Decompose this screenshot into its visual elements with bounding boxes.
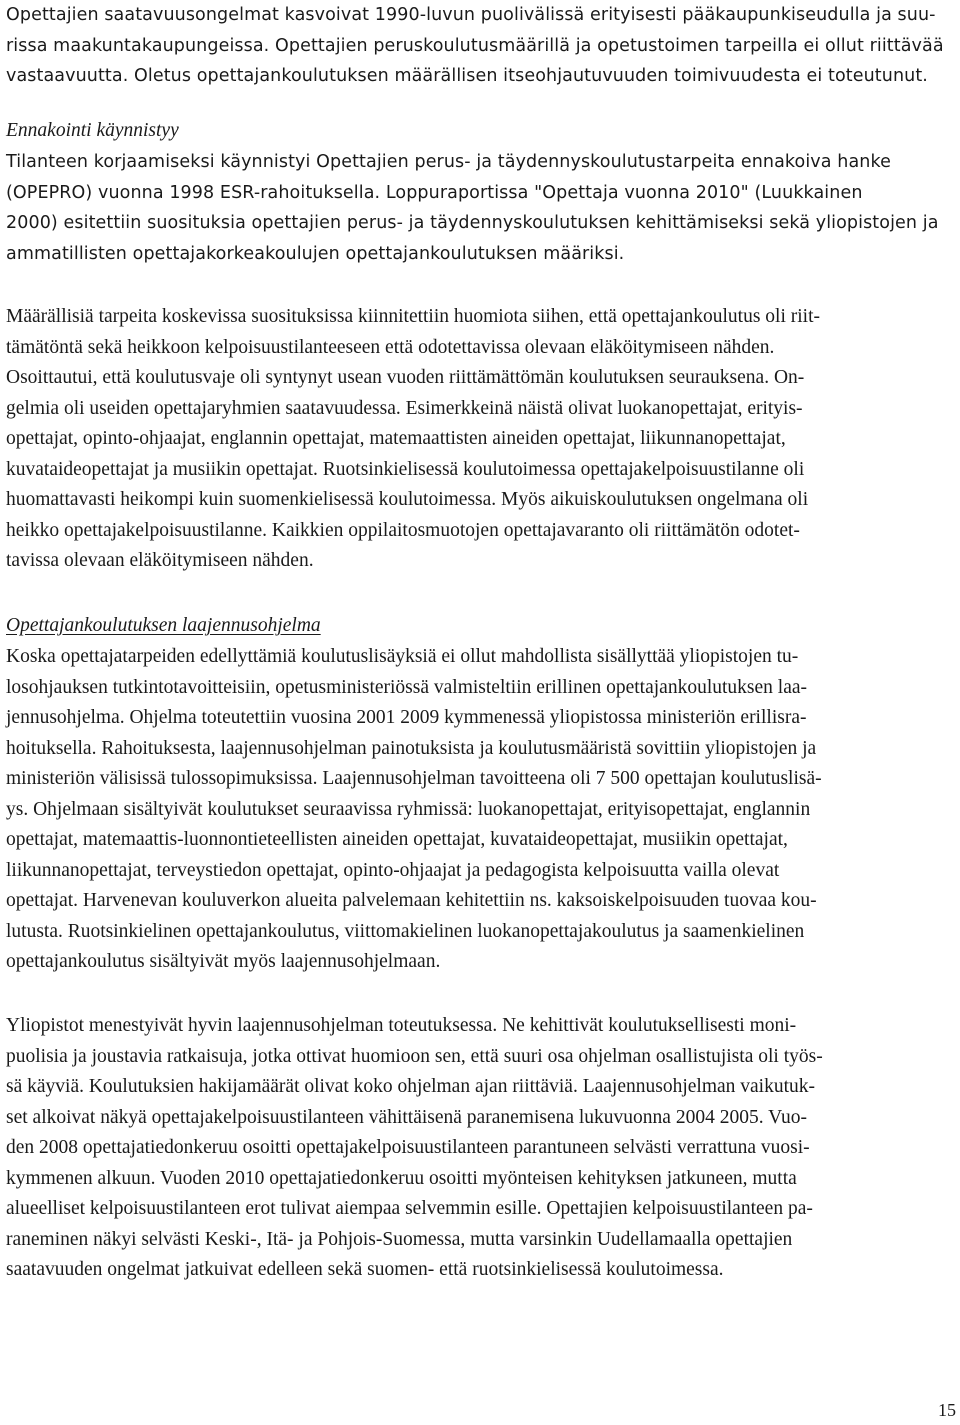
page-number: 15	[938, 1400, 956, 1420]
paragraph-yliopistot	[6, 1011, 954, 1286]
text-line: ys. Ohjelmaan sisältyivät koulutukset seuraavissa ryhmissä: luokanopettajat, erityisopettajat, englannin	[6, 798, 811, 820]
text-line: huomattavasti heikompi kuin suomenkielisessä koulutoimessa. Myös aikuiskoulutuksen ongelmana oli	[6, 489, 809, 510]
text-line: heikko opettajakelpoisuustilanne. Kaikkien oppilaitosmuotojen opettajavaranto oli riittämätön odotet-	[6, 519, 800, 541]
text-line: sä käyviä. Koulutuksien hakijamäärät olivat koko ohjelman ajan riittäviä. Laajennusohjelman vaikutuk-	[6, 1076, 816, 1097]
text-line: ammatillisten opettajakorkeakoulujen opettajankoulutuksen määriksi.	[6, 243, 625, 264]
paragraph-maaralliset-tarpeet	[6, 302, 954, 577]
text-line: lutusta. Ruotsinkielinen opettajankoulutus, viittomakielinen luokanopettajakoulutus ja saamenkielinen	[6, 920, 805, 942]
text-line: kymmenen alkuun. Vuoden 2010 opettajatiedonkeruu osoitti myönteisen kehityksen jatkuneen, mutta	[6, 1167, 797, 1189]
heading-laajennusohjelma: Opettajankoulutuksen laajennusohjelma	[6, 615, 321, 636]
text-line: losohjauksen tutkintotavoitteisiin, opetusministeriössä valmisteltiin erillinen opettajankoulutuksen laa-	[6, 676, 807, 698]
text-line: 2000) esitettiin suosituksia opettajien perus- ja täydennyskoulutuksen kehittämiseksi sekä yliopistojen ja	[6, 213, 939, 233]
text-line: Opettajien saatavuusongelmat kasvoivat 1990-luvun puolivälissä erityisesti pääkaupunkiseudulla ja suu-	[6, 5, 936, 25]
text-line: vastaavuutta. Oletus opettajankoulutuksen määrällisen itseohjautuvuuden toimivuudesta ei toteutunut.	[6, 66, 928, 86]
text-line: opettajat. Harvenevan kouluverkon alueita palvelemaan kehitettiin ns. kaksoiskelpoisuuden tuovaa kou-	[6, 890, 817, 911]
text-line: Määrällisiä tarpeita koskevissa suosituksissa kiinnitettiin huomiota siihen, että opettajankoulutus oli riit-	[6, 306, 820, 327]
text-line: liikunnanopettajat, terveystiedon opettajat, opinto-ohjaajat ja pedagogista kelpoisuutta vailla olevat	[6, 859, 780, 881]
text-line: Koska opettajatarpeiden edellyttämiä koulutuslisäyksiä ei ollut mahdollista sisällyttää yliopistojen tu-	[6, 646, 799, 667]
text-line: tämätöntä sekä heikkoon kelpoisuustilanteeseen että odotettavissa olevaan eläköitymiseen nähden.	[6, 336, 775, 358]
text-line: (OPEPRO) vuonna 1998 ESR-rahoituksella. Loppuraportissa "Opettaja vuonna 2010" (Luukkainen	[6, 182, 863, 203]
text-line: hoituksella. Rahoituksesta, laajennusohjelman painotuksista ja koulutusmääristä sovittiin yliopistojen ja	[6, 737, 817, 759]
text-line: rissa maakuntakaupungeissa. Opettajien peruskoulutusmäärillä ja opetustoimen tarpeilla ei ollut riittävää	[6, 35, 944, 56]
paragraph-opepro	[6, 147, 954, 269]
text-line: jennusohjelma. Ohjelma toteutettiin vuosina 2001 2009 kymmenessä yliopistossa ministeriön erillisra-	[6, 707, 807, 728]
text-line: Osoittautui, että koulutusvaje oli syntynyt usean vuoden riittämättömän koulutuksen seurauksena. On-	[6, 367, 805, 388]
section-heading-ennakointi	[6, 116, 954, 147]
section-heading-laajennusohjelma	[6, 611, 954, 642]
heading-ennakointi: Ennakointi käynnistyy	[6, 120, 179, 141]
text-line: puolisia ja joustavia ratkaisuja, jotka ottivat huomioon sen, että suuri osa ohjelman osallistujista oli työs-	[6, 1045, 823, 1067]
text-line: saatavuuden ongelmat jatkuivat edelleen sekä suomen- että ruotsinkielisessä koulutoimessa.	[6, 1259, 724, 1280]
text-line: alueelliset kelpoisuustilanteen erot tulivat aiempaa selvemmin esille. Opettajien kelpoisuustilanteen pa-	[6, 1198, 813, 1219]
text-line: ministeriön välisissä tulossopimuksissa. Laajennusohjelman tavoitteena oli 7 500 opettajan koulutuslisä-	[6, 768, 822, 789]
text-line: gelmia oli useiden opettajaryhmien saatavuudessa. Esimerkkeinä näistä olivat luokanopettajat, erityis-	[6, 397, 803, 419]
paragraph-laajennusohjelma	[6, 642, 954, 978]
text-line: opettajat, opinto-ohjaajat, englannin opettajat, matemaattisten aineiden opettajat, liikunnanopettajat,	[6, 428, 786, 449]
text-line: kuvataideopettajat ja musiikin opettajat. Ruotsinkielisessä koulutoimessa opettajakelpoisuustilanne oli	[6, 458, 805, 480]
text-line: opettajankoulutus sisältyivät myös laajennusohjelmaan.	[6, 951, 441, 972]
text-line: Tilanteen korjaamiseksi käynnistyi Opettajien perus- ja täydennyskoulutustarpeita ennakoiva hanke	[6, 152, 891, 172]
intro-paragraph	[6, 0, 954, 92]
text-line: raneminen näkyi selvästi Keski-, Itä- ja Pohjois-Suomessa, mutta varsinkin Uudellamaalla opettajien	[6, 1228, 793, 1250]
text-line: set alkoivat näkyä opettajakelpoisuustilanteen vähittäisenä paranemisena lukuvuonna 2004 2005. Vuo-	[6, 1106, 808, 1128]
text-line: tavissa olevaan eläköitymiseen nähden.	[6, 550, 314, 571]
text-line: Yliopistot menestyivät hyvin laajennusohjelman toteutuksessa. Ne kehittivät koulutuksellisesti moni-	[6, 1015, 797, 1036]
text-line: den 2008 opettajatiedonkeruu osoitti opettajakelpoisuustilanteen parantuneen selvästi verrattuna vuosi-	[6, 1137, 810, 1158]
text-line: opettajat, matemaattis-luonnontieteellisten aineiden opettajat, kuvataideopettajat, musiikin opettajat,	[6, 829, 788, 850]
